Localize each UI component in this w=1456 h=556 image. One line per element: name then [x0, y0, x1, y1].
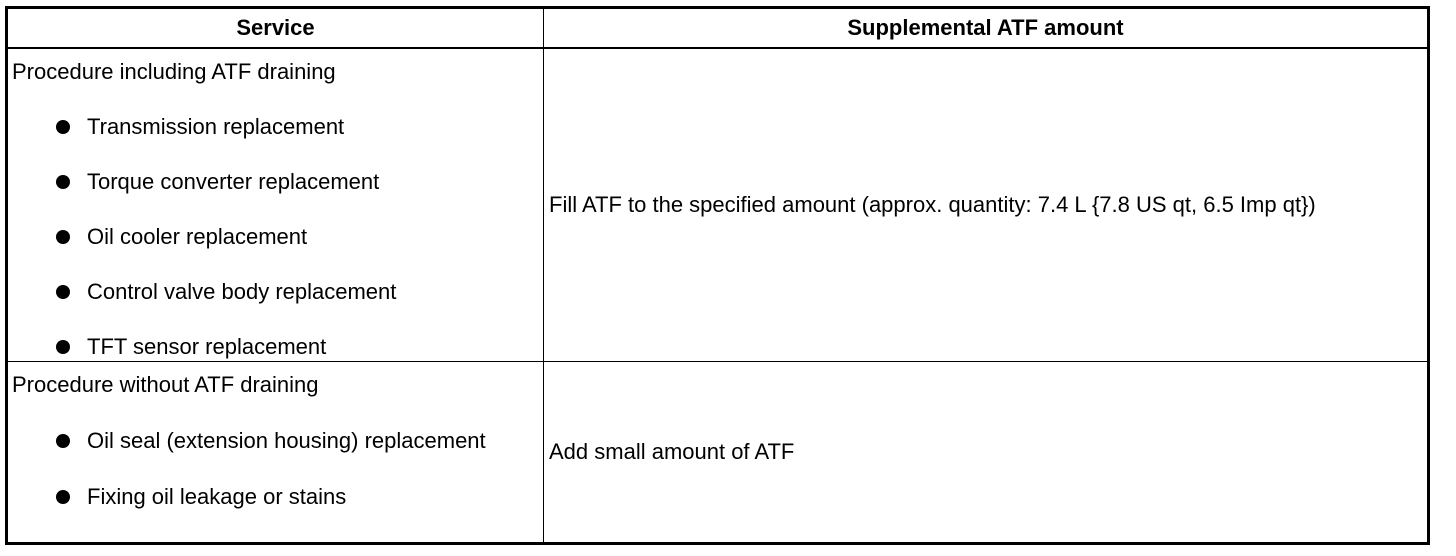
bullet-icon — [56, 120, 70, 134]
list-item-text: Torque converter replacement — [87, 169, 380, 194]
service-cell — [7, 362, 544, 544]
list-item — [8, 334, 543, 360]
bullet-icon — [56, 490, 70, 504]
service-list — [8, 428, 543, 510]
table-row — [7, 48, 1429, 362]
atf-service-table — [5, 6, 1430, 545]
amount-column-header: Supplemental ATF amount — [544, 8, 1429, 49]
list-item — [8, 169, 543, 195]
list-item — [8, 114, 543, 140]
list-item-text: TFT sensor replacement — [87, 334, 327, 359]
service-cell — [7, 48, 544, 362]
service-list — [8, 114, 543, 360]
service-title: Procedure without ATF draining — [12, 372, 319, 397]
service-column-header: Service — [7, 8, 544, 49]
bullet-icon — [56, 175, 70, 189]
list-item — [8, 428, 543, 454]
list-item-text: Transmission replacement — [87, 114, 345, 139]
amount-cell: Fill ATF to the specified amount (approx. quantity: 7.4 L {7.8 US qt, 6.5 Imp qt}) — [544, 48, 1429, 362]
list-item — [8, 279, 543, 305]
table-row — [7, 362, 1429, 544]
list-item — [8, 484, 543, 510]
list-item — [8, 224, 543, 250]
bullet-icon — [56, 285, 70, 299]
bullet-icon — [56, 434, 70, 448]
list-item-text: Oil seal (extension housing) replacement — [87, 428, 486, 453]
bullet-icon — [56, 340, 70, 354]
service-title: Procedure including ATF draining — [12, 59, 336, 84]
header-row — [7, 8, 1429, 49]
list-item-text: Fixing oil leakage or stains — [87, 484, 347, 509]
amount-cell: Add small amount of ATF — [544, 362, 1429, 544]
list-item-text: Oil cooler replacement — [87, 224, 308, 249]
bullet-icon — [56, 230, 70, 244]
list-item-text: Control valve body replacement — [87, 279, 397, 304]
